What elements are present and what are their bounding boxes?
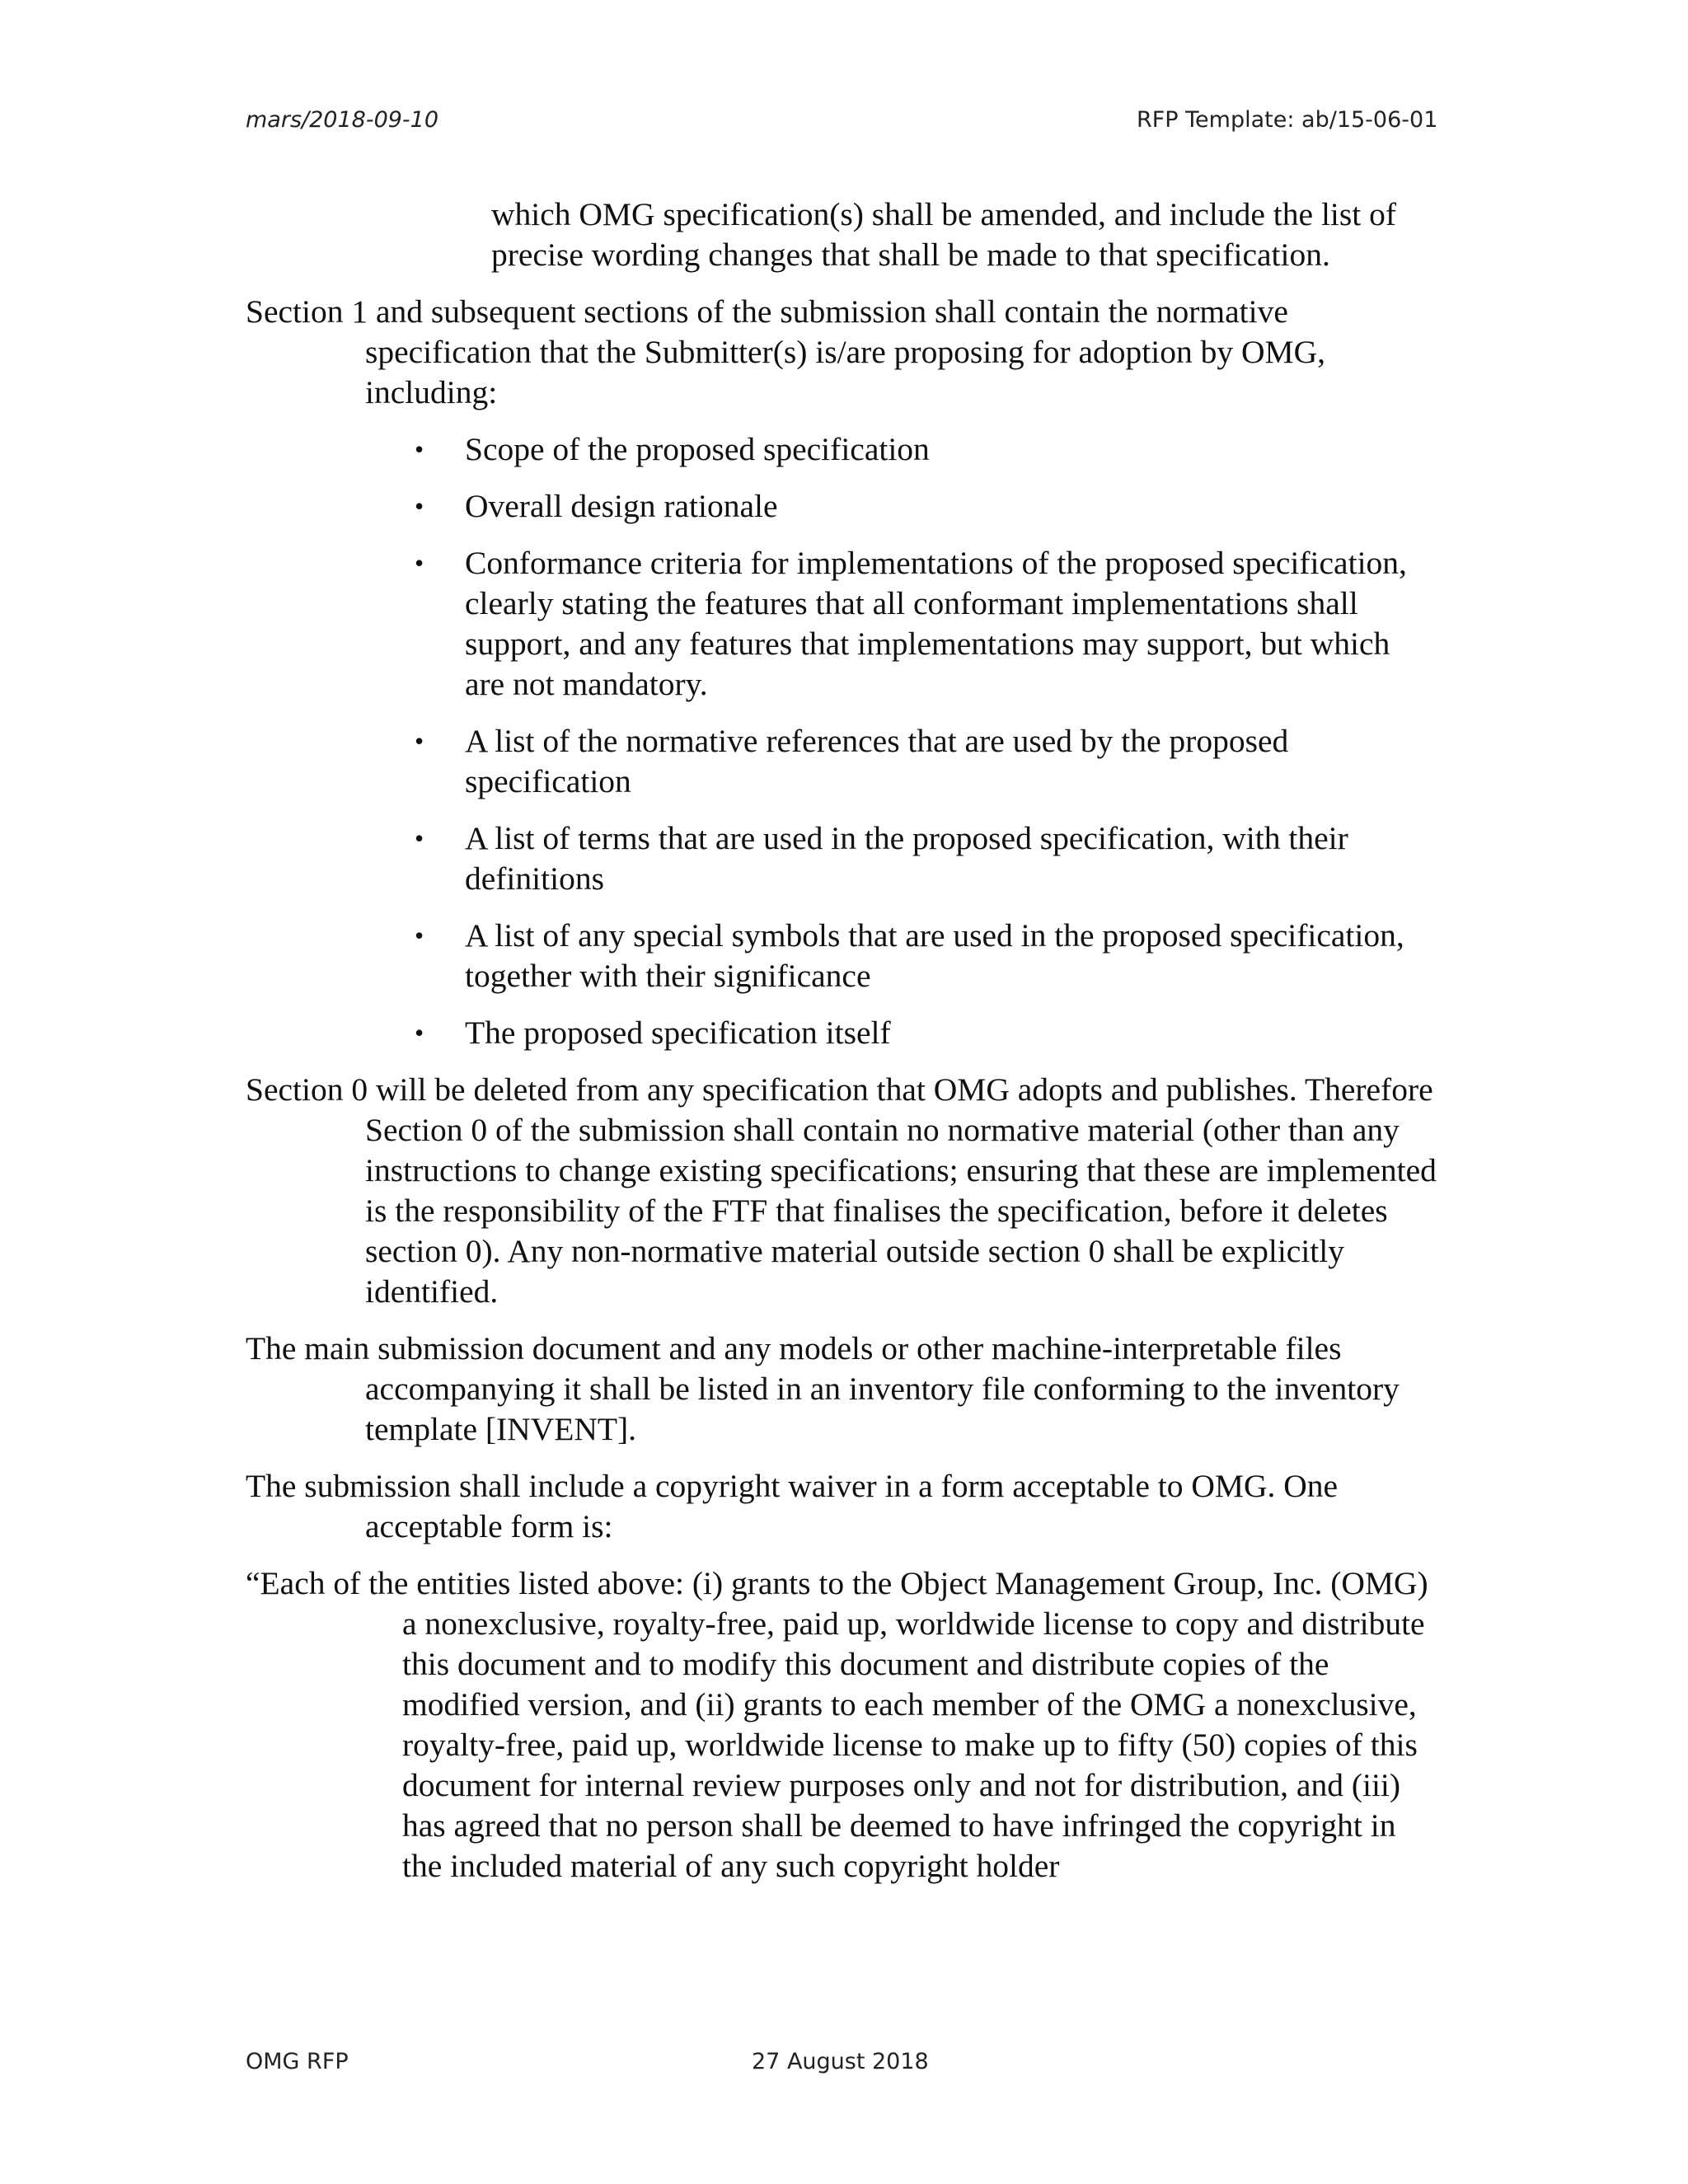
list-item-text: Scope of the proposed specification: [465, 431, 930, 467]
contents-bullet-list: [246, 429, 1442, 1053]
list-item-text: A list of terms that are used in the proposed specification, with their definitions: [465, 820, 1348, 897]
section0-paragraph: Section 0 will be deleted from any specification that OMG adopts and publishes. Therefore Section 0 of the submission shall contain no normative material (other than any instructions to change existing specifications; ensuring that these are implemented is the responsibility of the FTF that finalises the specification, before it deletes section 0). Any non-normative material outside section 0 shall be explicitly identified.: [246, 1071, 1437, 1310]
list-item: [246, 1013, 1424, 1053]
section1-paragraph: Section 1 and subsequent sections of the submission shall contain the normative specification that the Submitter(s) is/are proposing for adoption by OMG, including:: [246, 293, 1326, 410]
list-item: [246, 818, 1424, 899]
list-item-text: The proposed specification itself: [465, 1015, 891, 1051]
list-item-text: A list of the normative references that are used by the proposed specification: [465, 723, 1289, 799]
bullet-icon: •: [415, 823, 424, 853]
bullet-icon: •: [415, 726, 424, 756]
list-item-text: Overall design rationale: [465, 488, 778, 524]
continuation-paragraph: which OMG specification(s) shall be amended, and include the list of precise wording changes that shall be made to that specification.: [491, 196, 1397, 273]
bullet-icon: •: [415, 1018, 424, 1047]
header-template-id: RFP Template: ab/15-06-01: [1137, 107, 1438, 133]
bullet-icon: •: [415, 491, 424, 521]
bullet-icon: •: [415, 548, 424, 578]
list-item: [246, 429, 1424, 470]
copyright-waiver-quote: “Each of the entities listed above: (i) grants to the Object Management Group, Inc. (OMG) a nonexclusive, royalty-free, paid up, worldwide license to copy and distribute this document and to modify this document and distribute copies of the modified version, and (ii) grants to each member of the OMG a nonexclusive, royalty-free, paid up, worldwide license to make up to fifty (50) copies of this document for internal review purposes only and not for distribution, and (iii) has agreed that no person shall be deemed to have infringed the copyright in the included material of any such copyright holder: [246, 1565, 1428, 1884]
list-item-text: A list of any special symbols that are used in the proposed specification, together with their significance: [465, 917, 1404, 994]
inventory-paragraph: The main submission document and any models or other machine-interpretable files accompanying it shall be listed in an inventory file conforming to the inventory template [INVENT].: [246, 1330, 1400, 1447]
list-item-text: Conformance criteria for implementations of the proposed specification, clearly stating the features that all conformant implementations shall support, and any features that implementations may support, but which are not mandatory.: [465, 545, 1407, 702]
copyright-paragraph: The submission shall include a copyright waiver in a form acceptable to OMG. One acceptable form is:: [246, 1468, 1339, 1544]
header-document-id: mars/2018-09-10: [246, 107, 439, 133]
footer-title: OMG RFP: [246, 2049, 349, 2074]
list-item: [246, 721, 1424, 802]
list-item: [246, 916, 1424, 996]
list-item: [246, 486, 1424, 527]
footer-date: 27 August 2018: [752, 2049, 929, 2074]
bullet-icon: •: [415, 921, 424, 950]
document-body: [246, 194, 1442, 1886]
list-item: [246, 543, 1424, 705]
bullet-icon: •: [415, 434, 424, 464]
